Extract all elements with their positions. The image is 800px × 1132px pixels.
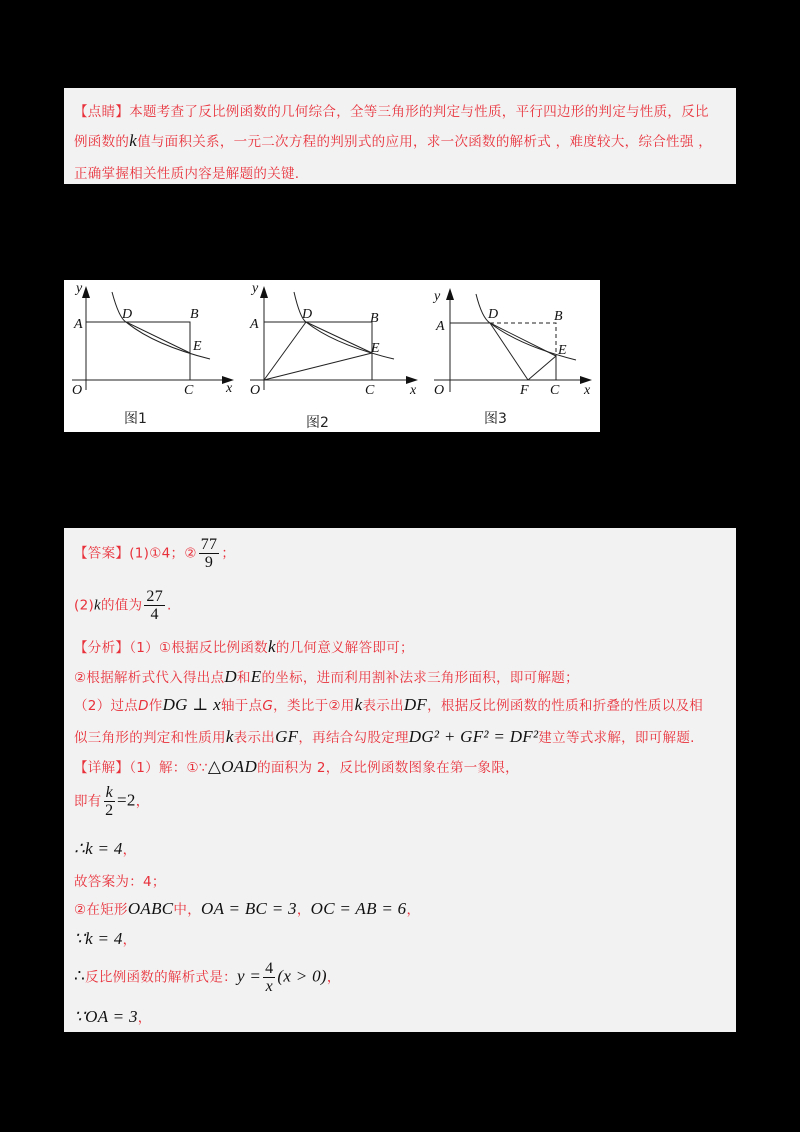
svg-text:y: y [76,281,83,296]
analysis-line-1: 【分析】（1）①根据反比例函数k的几何意义解答即可； [74,637,414,656]
svg-text:x: x [226,381,233,396]
analysis-tag: 【分析】 [74,640,130,656]
detail-line-2: 即有 $\frac{k}{2}$ =2， [74,784,150,819]
svg-text:D: D [122,307,133,322]
figure-3-diagram [420,280,602,432]
figures-panel [64,280,600,432]
svg-text:E: E [193,339,202,354]
analysis-line-4: 似三角形的判定和性质用k表示出GF，再结合勾股定理DG² + GF² = DF²建立等式求解，即可解题. [74,727,695,746]
figure-1-diagram [64,280,244,432]
figure-2-caption: 图2 [306,415,329,431]
svg-text:D: D [488,307,499,322]
svg-text:O: O [72,383,83,398]
answer-line-2: (2)k的值为 $\frac{27}{4}$ . [74,588,172,623]
detail-line-5: ②在矩形OABC中，OA = BC = 3，OC = AB = 6， [74,899,421,918]
svg-text:D: D [302,307,313,322]
detail-line-4: 故答案为：4； [74,874,166,890]
svg-text:E: E [371,341,380,356]
comment-line-2: 例函数的k值与面积关系，一元二次方程的判别式的应用，求一次函数的解析式 ，难度较大，综合性强 ， [74,131,713,150]
detail-line-1: 【详解】（1）解：①∵△OAD的面积为 2，反比例函数图象在第一象限， [74,757,519,776]
svg-text:C: C [365,383,375,398]
answer-line-1: 【答案】(1)①4；② $\frac{77}{9}$ ； [74,536,236,571]
svg-text:E: E [558,343,567,358]
svg-text:A: A [436,319,445,334]
detail-line-7: ∴反比例函数的解析式是：y = $\frac{4}{x}$ (x > 0)， [74,960,341,995]
svg-text:A: A [74,317,83,332]
svg-text:C: C [184,383,194,398]
svg-text:B: B [370,311,379,326]
answer-panel [64,528,736,1032]
svg-text:C: C [550,383,560,398]
comment-panel [64,88,736,184]
figure-3-caption: 图3 [484,411,507,427]
answer-tag: 【答案】 [74,545,130,562]
svg-text:x: x [584,383,591,398]
svg-text:B: B [554,309,563,324]
svg-text:y: y [252,281,259,296]
svg-text:O: O [434,383,445,398]
analysis-line-3: （2）过点D作DG ⊥ x轴于点G，类比于②用k表示出DF，根据反比例函数的性质和折叠的性质以及相 [74,695,704,714]
comment-line-1: 【点睛】本题考查了反比例函数的几何综合，全等三角形的判定与性质，平行四边形的判定与性质，反比 [74,104,709,120]
analysis-line-2: ②根据解析式代入得出点D和E的坐标，进而利用割补法求三角形面积，即可解题； [74,667,579,686]
comment-tag: 【点睛】 [74,104,130,120]
comment-line-3: 正确掌握相关性质内容是解题的关键. [74,166,300,182]
fraction: $\frac{k}{2}$ [105,784,114,819]
detail-tag: 【详解】 [74,760,130,776]
figure-2-diagram [240,280,430,432]
fraction: $\frac{27}{4}$ [146,588,164,623]
svg-text:x: x [410,383,417,398]
fraction: $\frac{77}{9}$ [200,536,218,571]
detail-line-8: ∵OA = 3， [74,1007,152,1026]
svg-text:B: B [190,307,199,322]
svg-text:y: y [434,289,441,304]
fraction: $\frac{4}{x}$ [265,960,274,995]
figure-1-caption: 图1 [124,411,147,427]
detail-line-3: ∴k = 4， [74,839,137,858]
svg-text:F: F [520,383,529,398]
svg-text:O: O [250,383,261,398]
detail-line-6: ∵k = 4， [74,929,137,948]
svg-text:A: A [250,317,259,332]
